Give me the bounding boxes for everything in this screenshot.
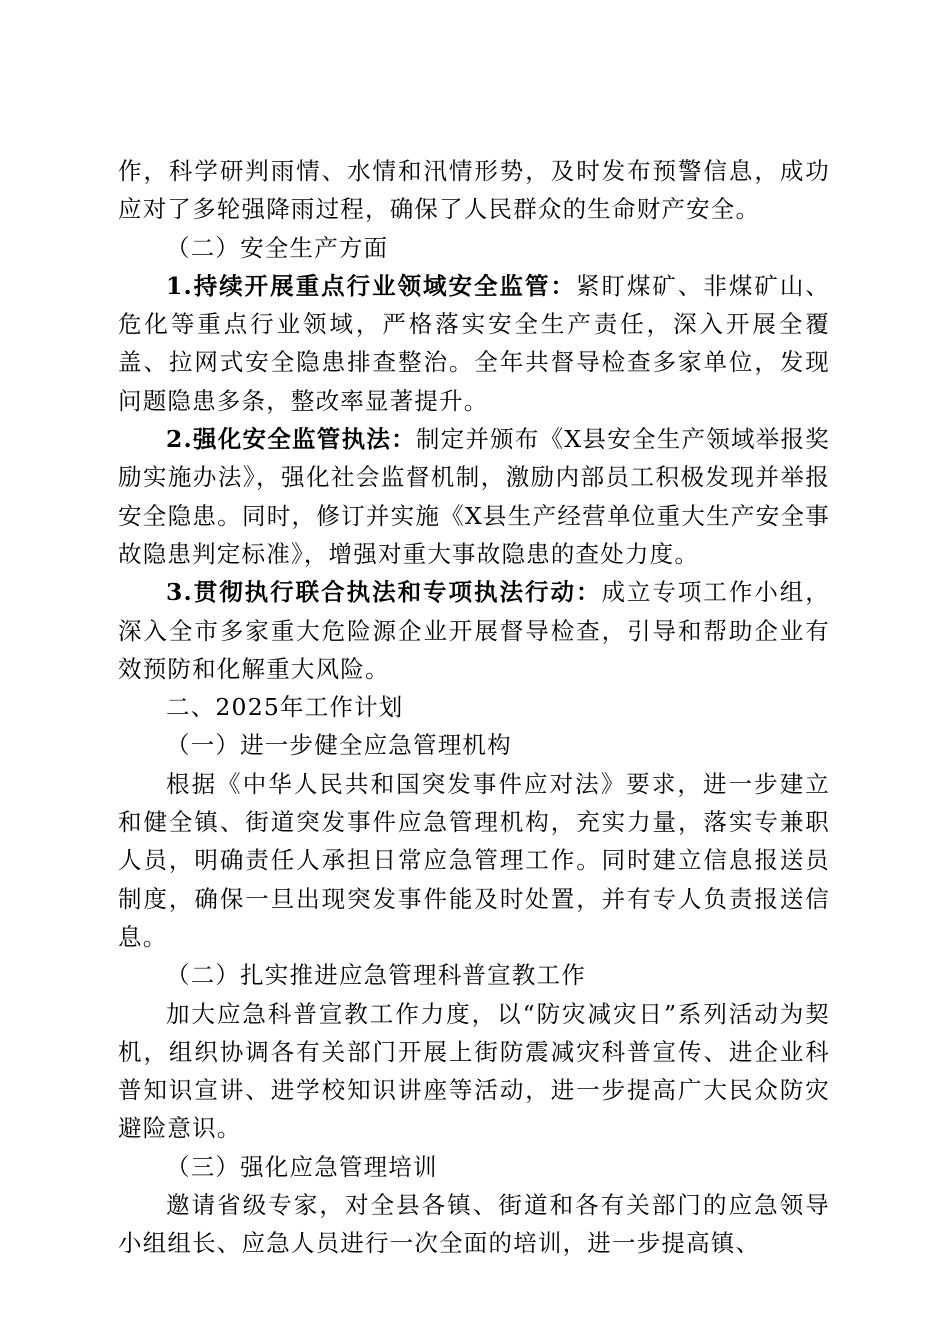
list-item-1 (118, 267, 830, 420)
heading-safety-production: （二）安全生产方面 (166, 233, 389, 262)
list-item-3-title: 3.贯彻执行联合执法和专项执法行动： (166, 578, 602, 607)
heading-plan-1: （一）进一步健全应急管理机构 (166, 731, 512, 760)
list-item-3 (118, 573, 830, 688)
paragraph-intro: 作，科学研判雨情、水情和汛情形势，及时发布预警信息，成功应对了多轮强降雨过程，确保了人民群众的生命财产安全。 (118, 157, 830, 224)
paragraph-plan-3: 邀请省级专家，对全县各镇、街道和各有关部门的应急领导小组组长、应急人员进行一次全面的培训，进一步提高镇、 (118, 1191, 830, 1258)
list-item-2 (118, 420, 830, 573)
paragraph-plan-2: 加大应急科普宣教工作力度，以“防灾减灾日”系列活动为契机，组织协调各有关部门开展上街防震减灾科普宣传、进企业科普知识宣讲、进学校知识讲座等活动，进一步提高广大民众防灾避险意识。 (118, 999, 830, 1143)
document-page (118, 152, 830, 1263)
heading-plan-3: （三）强化应急管理培训 (166, 1152, 438, 1181)
list-item-1-title: 1.持续开展重点行业领域安全监管： (166, 271, 576, 300)
list-item-2-title: 2.强化安全监管执法： (166, 425, 416, 454)
list-item-2-body: 制定并颁布《X县安全生产领域举报奖励实施办法》，强化社会监督机制，激励内部员工积极发现并举报安全隐患。同时，修订并实施《X县生产经营单位重大生产安全事故隐患判定标准》，增强对重大事故隐患的查处力度。 (118, 425, 830, 568)
list-item-3-body: 成立专项工作小组，深入全市多家重大危险源企业开展督导检查，引导和帮助企业有效预防和化解重大风险。 (118, 578, 830, 683)
paragraph-plan-1: 根据《中华人民共和国突发事件应对法》要求，进一步建立和健全镇、街道突发事件应急管理机构，充实力量，落实专兼职人员，明确责任人承担日常应急管理工作。同时建立信息报送员制度，确保一旦出现突发事件能及时处置，并有专人负责报送信息。 (118, 769, 830, 951)
heading-work-plan: 二、2025年工作计划 (166, 693, 404, 722)
list-item-1-body: 紧盯煤矿、非煤矿山、危化等重点行业领域，严格落实安全生产责任，深入开展全覆盖、拉网式安全隐患排查整治。全年共督导检查多家单位，发现问题隐患多条，整改率显著提升。 (118, 271, 830, 415)
heading-plan-2: （二）扎实推进应急管理科普宣教工作 (166, 961, 586, 990)
